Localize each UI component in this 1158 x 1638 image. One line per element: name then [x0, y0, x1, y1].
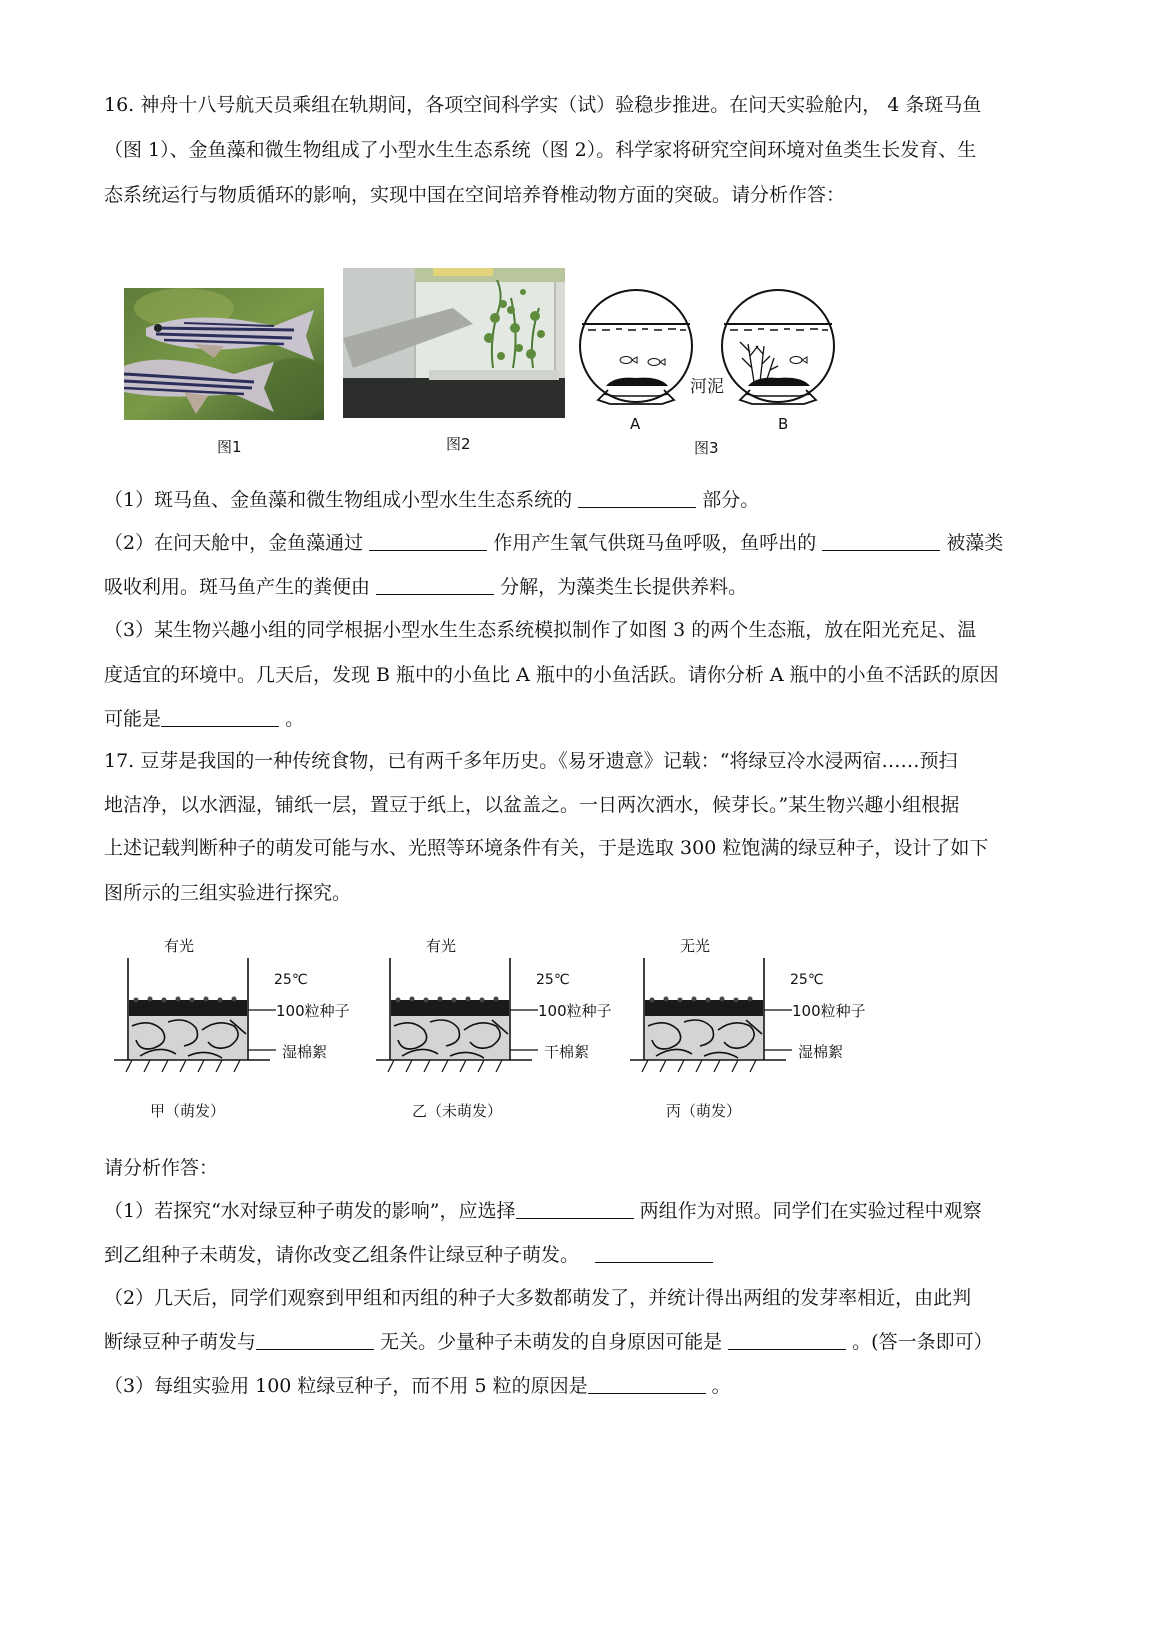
medium-label: 湿棉絮: [282, 1043, 328, 1061]
q16-line-2: （图 1）、金鱼藻和微生物组成了小型水生生态系统（图 2）。科学家将研究空间环境对鱼类生长发育、生: [104, 139, 977, 161]
setup-yi: [372, 930, 632, 1130]
figure-1-zebrafish-photo: [124, 288, 324, 420]
q16-sub2-text-b: 作用产生氧气供斑马鱼呼吸，鱼呼出的: [493, 532, 817, 554]
q17-sub1-text-b: 两组作为对照。同学们在实验过程中观察: [639, 1200, 982, 1222]
jar-b: [722, 290, 834, 404]
q17-sub3-tail: 。: [711, 1375, 731, 1397]
figure-2-aquarium-photo: [343, 268, 565, 418]
q16-line-3: 态系统运行与物质循环的影响，实现中国在空间培养脊椎动物方面的突破。请分析作答：: [104, 184, 846, 206]
q17-sub2-text-a: 断绿豆种子萌发与: [104, 1331, 257, 1353]
q17-sub2-text-b: 无关。少量种子未萌发的自身原因可能是: [380, 1331, 723, 1353]
medium-label: 干棉絮: [544, 1043, 590, 1061]
q16-sub1-tail: 部分。: [702, 489, 760, 511]
figure-1-caption: 图1: [217, 438, 242, 456]
q16-sub1-text: （1）斑马鱼、金鱼藻和微生物组成小型水生生态系统的: [104, 489, 573, 511]
answer-blank[interactable]: [256, 1329, 374, 1350]
beaker-diagram: [110, 930, 280, 1090]
result-label: 丙（萌发）: [666, 1102, 742, 1120]
answer-blank[interactable]: [369, 530, 487, 551]
temperature-label: 25℃: [536, 972, 570, 988]
figure-3-mud-label: 河泥: [690, 377, 724, 397]
answer-blank[interactable]: [578, 487, 696, 508]
temperature-label: 25℃: [274, 972, 308, 988]
q16-sub2-text-d: 吸收利用。斑马鱼产生的粪便由: [104, 576, 371, 598]
q17-sub1-text-c: 到乙组种子未萌发，请你改变乙组条件让绿豆种子萌发。: [104, 1244, 580, 1266]
q16-sub2-text-c: 被藻类: [946, 532, 1004, 554]
q16-sub3-text: 可能是: [104, 708, 162, 730]
q16-line-1: 16. 神舟十八号航天员乘组在轨期间，各项空间科学实（试）验稳步推进。在问天实验舱内， 4 条斑马鱼: [104, 94, 982, 116]
q17-sub2-line-1: （2）几天后，同学们观察到甲组和丙组的种子大多数都萌发了，并统计得出两组的发芽率相近，由此判: [104, 1287, 972, 1309]
light-condition: 有光: [164, 937, 195, 955]
q17-line-3: 上述记载判断种子的萌发可能与水、光照等环境条件有关，于是选取 300 粒饱满的绿豆种子，设计了如下: [104, 837, 989, 859]
q16-sub2-line-1: [104, 530, 1003, 556]
answer-blank[interactable]: [161, 706, 279, 727]
answer-blank[interactable]: [516, 1198, 634, 1219]
q16-sub3-tail: 。: [285, 708, 305, 730]
q16-sub1: [104, 487, 759, 513]
result-label: 甲（萌发）: [150, 1102, 226, 1120]
seed-count-label: 100粒种子: [276, 1002, 350, 1020]
answer-blank[interactable]: [822, 530, 940, 551]
light-condition: 有光: [426, 937, 457, 955]
q16-sub3-line-1: （3）某生物兴趣小组的同学根据小型水生生态系统模拟制作了如图 3 的两个生态瓶，放在阳光充足、温: [104, 619, 977, 641]
q17-sub1-line-1: [104, 1198, 982, 1224]
jar-b-label: B: [778, 415, 789, 433]
beaker-diagram: [626, 930, 796, 1090]
seed-count-label: 100粒种子: [538, 1002, 612, 1020]
light-condition: 无光: [680, 937, 711, 955]
jar-a-label: A: [630, 415, 641, 433]
q17-line-4: 图所示的三组实验进行探究。: [104, 882, 352, 904]
q17-sub1-line-2: [104, 1242, 713, 1268]
q16-sub2-text-a: （2）在问天舱中，金鱼藻通过: [104, 532, 364, 554]
q17-sub3-text: （3）每组实验用 100 粒绿豆种子，而不用 5 粒的原因是: [104, 1375, 588, 1397]
q17-sub2-text-c: 。(答一条即可）: [852, 1331, 993, 1353]
answer-blank[interactable]: [728, 1329, 846, 1350]
beaker-diagram: [372, 930, 542, 1090]
q17-line-2: 地洁净，以水洒湿，铺纸一层，置豆于纸上，以盆盖之。一日两次洒水，候芽长。”某生物兴趣小组根据: [104, 794, 960, 816]
setup-bing: [626, 930, 886, 1130]
setup-jia: [110, 930, 370, 1130]
q17-prompt: 请分析作答：: [104, 1157, 219, 1179]
figure-2-caption: 图2: [446, 435, 471, 453]
medium-label: 湿棉絮: [798, 1043, 844, 1061]
answer-blank[interactable]: [376, 574, 494, 595]
result-label: 乙（未萌发）: [412, 1102, 503, 1120]
seed-count-label: 100粒种子: [792, 1002, 866, 1020]
temperature-label: 25℃: [790, 972, 824, 988]
q17-sub3: [104, 1373, 731, 1399]
answer-blank[interactable]: [595, 1242, 713, 1263]
q17-sub2-line-2: [104, 1329, 993, 1355]
q16-sub3-line-3: [104, 706, 304, 732]
figure-3-caption: 图3: [694, 439, 719, 457]
q16-sub2-line-2: [104, 574, 747, 600]
q17-line-1: 17. 豆芽是我国的一种传统食物，已有两千多年历史。《易牙遗意》记载：“将绿豆冷水浸两宿……预扫: [104, 750, 958, 772]
q16-sub3-line-2: 度适宜的环境中。几天后，发现 B 瓶中的小鱼比 A 瓶中的小鱼活跃。请你分析 A 瓶中的小鱼不活跃的原因: [104, 664, 999, 686]
jar-a: [580, 290, 692, 404]
answer-blank[interactable]: [588, 1373, 706, 1394]
q17-sub1-text-a: （1）若探究“水对绿豆种子萌发的影响”，应选择: [104, 1200, 516, 1222]
q16-sub2-text-e: 分解，为藻类生长提供养料。: [500, 576, 748, 598]
